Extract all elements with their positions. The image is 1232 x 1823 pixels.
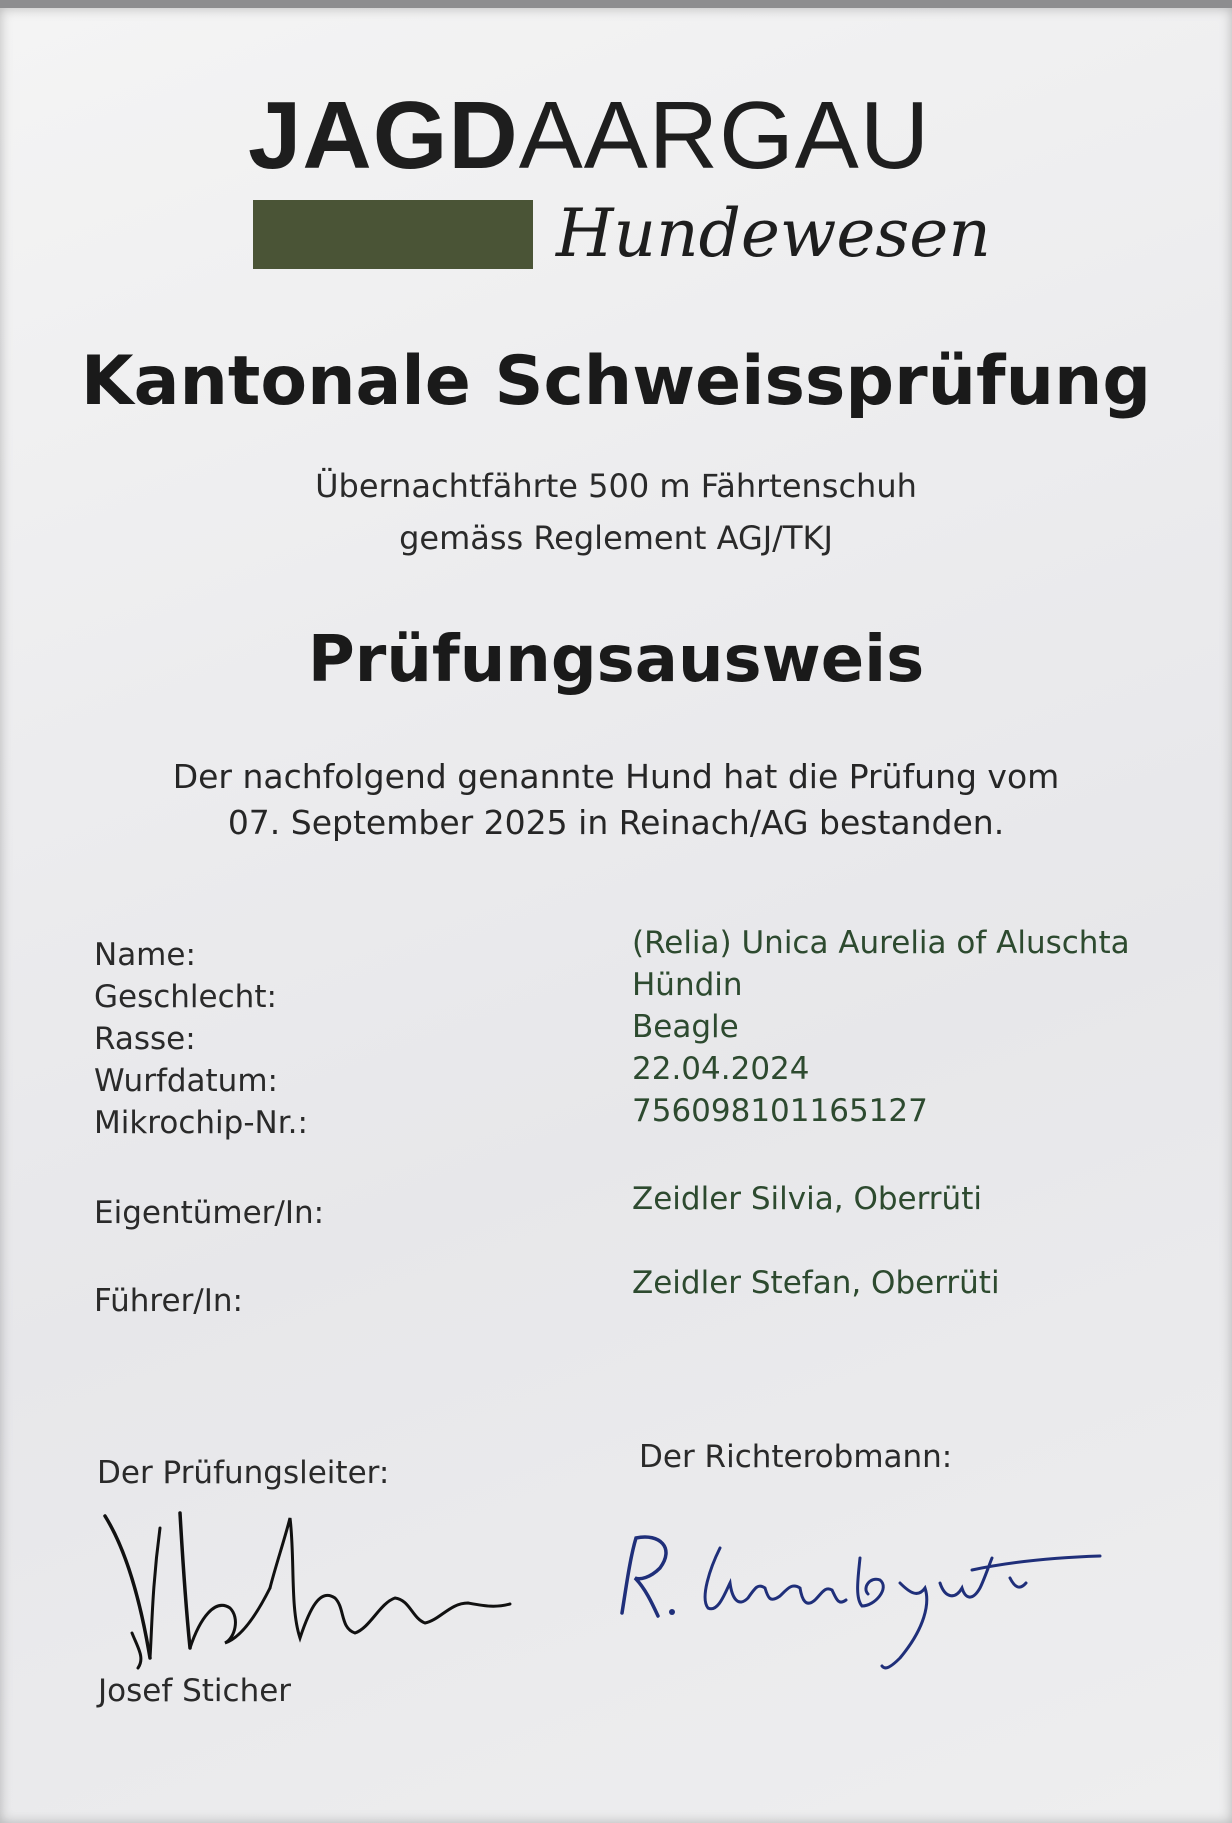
field-value-owner: Zeidler Silvia, Oberrüti — [632, 1181, 982, 1217]
exam-leader-name: Josef Sticher — [98, 1673, 292, 1709]
field-value-breed: Beagle — [632, 1009, 739, 1045]
brand-logo-light: AARGAU — [518, 82, 931, 189]
signature-exam-leader — [90, 1508, 520, 1678]
certificate-paper — [0, 8, 1232, 1823]
field-value-sex: Hündin — [632, 967, 743, 1003]
field-value-birthdate: 22.04.2024 — [632, 1051, 810, 1087]
field-label-sex: Geschlecht: — [94, 979, 277, 1015]
statement-line2: 07. September 2025 in Reinach/AG bestanden. — [227, 803, 1005, 842]
signature-label-exam-leader: Der Prüfungsleiter: — [97, 1455, 390, 1491]
statement-line1: Der nachfolgend genannte Hund hat die Prüfung vom — [172, 757, 1060, 796]
logo-bar — [253, 200, 533, 269]
field-label-handler: Führer/In: — [94, 1283, 243, 1319]
field-value-handler: Zeidler Stefan, Oberrüti — [632, 1265, 1000, 1301]
brand-logo — [248, 82, 931, 189]
signature-chief-judge — [600, 1528, 1120, 1678]
document-title: Kantonale Schweissprüfung — [80, 342, 1152, 421]
field-label-microchip: Mikrochip-Nr.: — [94, 1105, 308, 1141]
document-subtitle-line1: Übernachtfährte 500 m Fährtenschuh — [315, 467, 917, 505]
field-value-microchip: 756098101165127 — [632, 1093, 928, 1129]
field-label-birthdate: Wurfdatum: — [94, 1063, 278, 1099]
document-subtitle-line2: gemäss Reglement AGJ/TKJ — [399, 519, 833, 557]
field-label-breed: Rasse: — [94, 1021, 196, 1057]
field-value-name: (Relia) Unica Aurelia of Aluschta — [632, 925, 1130, 961]
field-label-name: Name: — [94, 937, 196, 973]
signature-label-chief-judge: Der Richterobmann: — [639, 1439, 953, 1475]
field-label-owner: Eigentümer/In: — [94, 1195, 325, 1231]
brand-logo-subtitle: Hundewesen — [556, 195, 991, 272]
brand-logo-bold: JAGD — [248, 82, 519, 189]
document-heading: Prüfungsausweis — [307, 623, 925, 697]
